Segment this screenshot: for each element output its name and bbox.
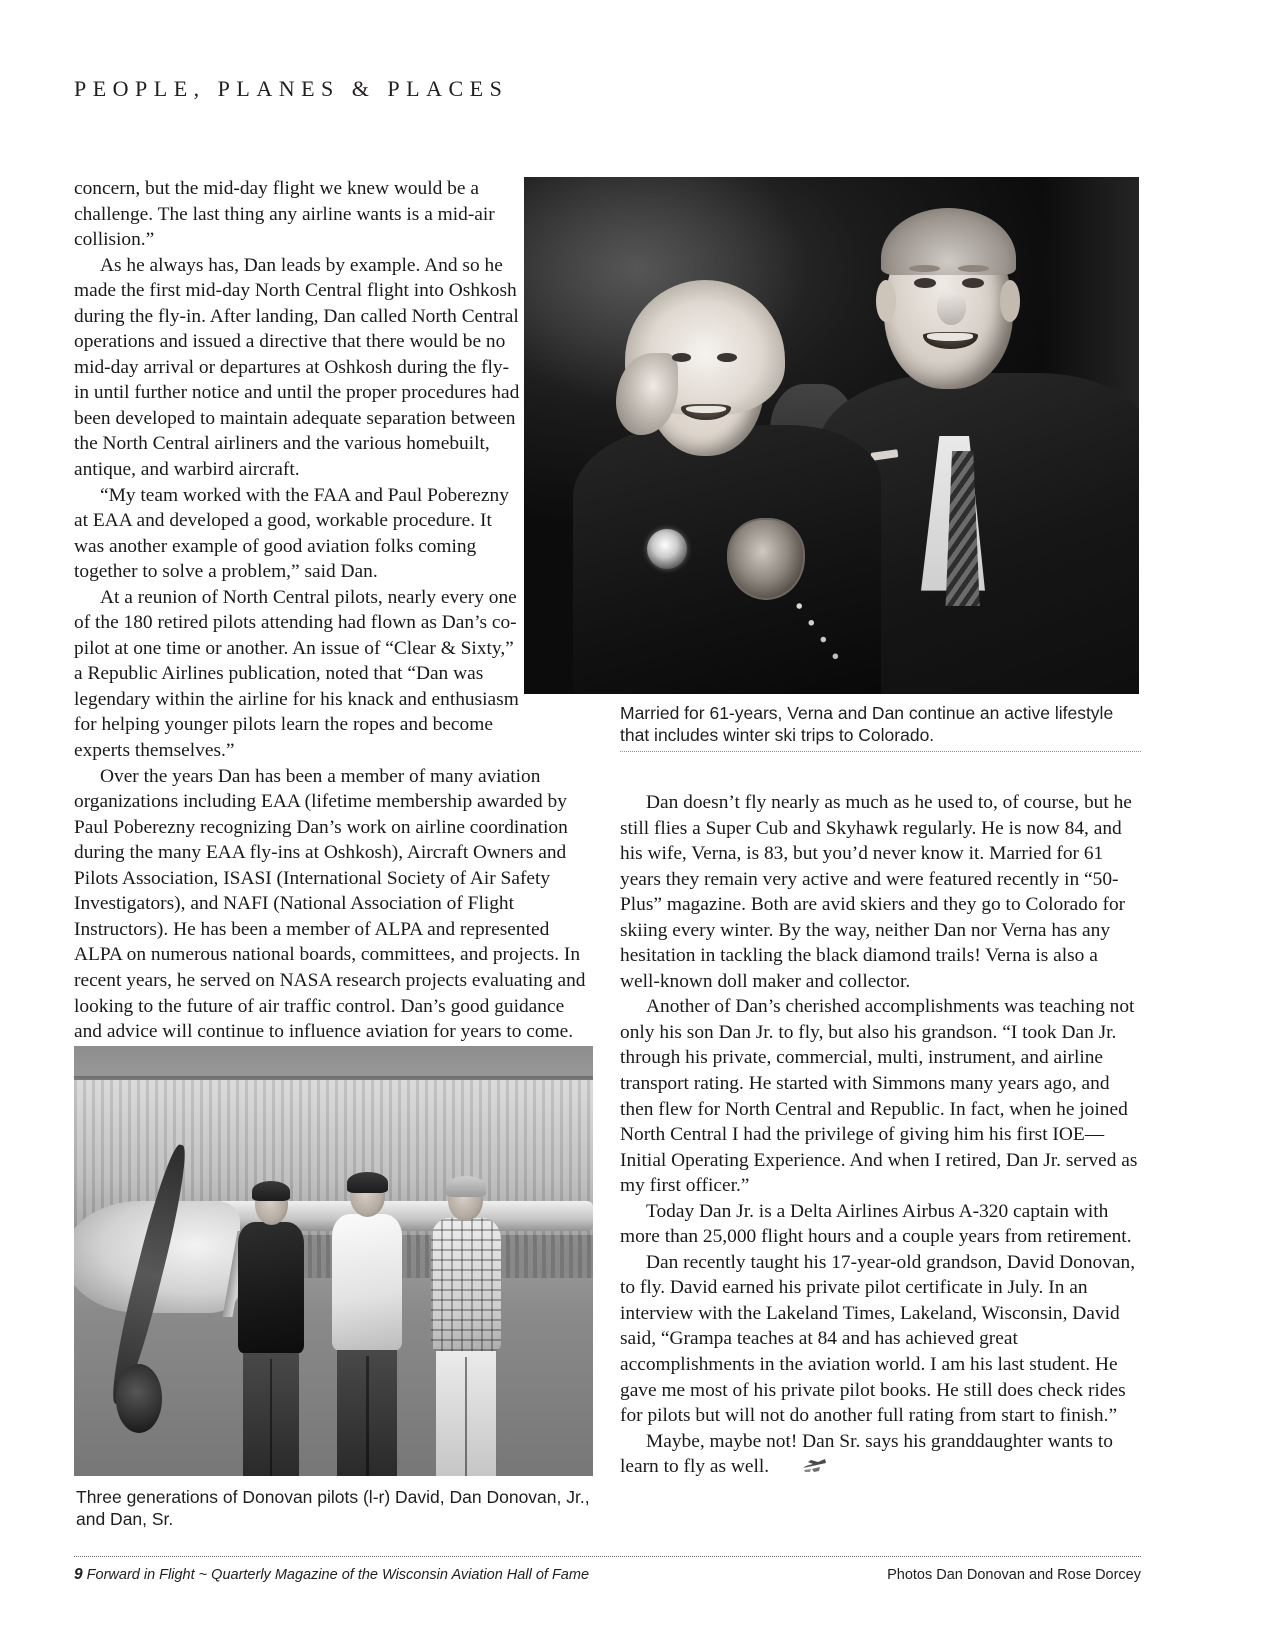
right-column [620,790,1140,1480]
photo-credits: Photos Dan Donovan and Rose Dorcey [887,1567,1141,1583]
left-column-narrow-run [74,176,522,764]
photo-three-pilots-image [74,1046,593,1476]
publication-title: Forward in Flight ~ Quarterly Magazine of the Wisconsin Aviation Hall of Fame [86,1567,590,1583]
woman-eye-left [672,353,692,362]
figure-leg-gap [270,1359,272,1476]
airplane-endmark-icon [776,1457,802,1475]
page-footer [74,1566,1141,1584]
woman-eye-right [717,353,737,362]
man-eye-right [962,278,984,288]
figure-leg-gap [465,1357,467,1476]
final-paragraph-text: Maybe, maybe not! Dan Sr. says his granddaughter wants to learn to fly as well. [620,1430,1113,1478]
paragraph: As he always has, Dan leads by example. And so he made the first mid-day North Central flight into Oshkosh during the fly-in. After landing, Dan called North Central operations and issued a directive that there would be no mid-day arrival or departures at Oshkosh during the fly-in until further notice and until the proper procedures had been developed to maintain adequate separation between the North Central airliners and the various homebuilt, antique, and warbird aircraft. [74,254,520,481]
photo-couple-caption: Married for 61-years, Verna and Dan continue an active lifestyle that includes winter ski trips to Colorado. [620,703,1114,745]
pilot-dan-sr [422,1179,510,1476]
photo-couple [524,177,1139,694]
man-eyebrow-left [909,265,940,272]
woman-medallion [727,518,805,600]
photo-couple-image [524,177,1139,694]
paragraph: Dan doesn’t fly nearly as much as he used to, of course, but he still flies a Super Cub and Skyhawk regularly. He is now 84, and his wife, Verna, is 83, but you’d never know it. Married for 61 years they remain very active and were featured recently in “50-Plus” magazine. Both are avid skiers and they go to Colorado for skiing every winter. By the way, neither Dan nor Verna has any hesitation in tackling the black diamond trails! Verna is also a well-known doll maker and collector. [620,792,1132,992]
running-head: PEOPLE, PLANES & PLACES [74,76,509,101]
woman-teeth [686,406,725,413]
figure-torso [332,1214,403,1349]
figure-cap [446,1176,487,1197]
figure-cap [347,1172,388,1193]
photo-three-pilots [74,1046,593,1476]
airplane-wheel [116,1364,163,1433]
paragraph: Today Dan Jr. is a Delta Airlines Airbus A-320 captain with more than 25,000 flight hours and a couple years from retirement. [620,1200,1132,1248]
woman-brooch [647,529,687,569]
man-ear-left [876,280,896,321]
figure-torso [238,1222,304,1354]
paragraph: concern, but the mid-day flight we knew would be a challenge. The last thing any airline wants is a mid-air collision.” [74,178,495,251]
paragraph: Dan recently taught his 17-year-old grandson, David Donovan, to fly. David earned his private pilot certificate in July. In an interview with the Lakeland Times, Lakeland, Wisconsin, David said, “Grampa teaches at 84 and has achieved great accomplishments in the aviation world. I am his last student. He gave me most of his private pilot books. He still does check rides for pilots but will not do another full rating from start to finish.” [620,1251,1136,1427]
photo-three-pilots-caption: Three generations of Donovan pilots (l-r) David, Dan Donovan, Jr., and Dan, Sr. [76,1487,590,1529]
left-column-wide-run [74,764,592,1045]
paragraph: Over the years Dan has been a member of many aviation organizations including EAA (lifetime membership awarded by Paul Poberezny recognizing Dan’s work on airline coordination during the many EAA fly-ins at Oshkosh), Aircraft Owners and Pilots Association, ISASI (International Society of Air Safety Investigators), and NAFI (National Association of Flight Instructors). He has been a member of ALPA and represented ALPA on numerous national boards, committees, and projects. In recent years, he served on NASA research projects evaluating and looking to the future of air traffic control. Dan’s good guidance and advice will continue to influence aviation for years to come. [74,765,586,1043]
figure-leg-gap [366,1356,368,1476]
footer-divider [74,1556,1141,1557]
man-nose [937,291,965,325]
man-eyebrow-right [958,265,989,272]
figure-cap [252,1181,290,1201]
final-paragraph [620,1429,1140,1480]
page-number: 9 [74,1566,83,1583]
man-ear-right [1000,280,1020,321]
paragraph: “My team worked with the FAA and Paul Poberezny at EAA and developed a good, workable procedure. It was another example of good aviation folks coming together to solve a problem,” said Dan. [74,484,509,583]
footer-publication-line [74,1566,589,1584]
man-eye-left [914,278,936,288]
left-column [74,176,592,1045]
pilot-david [230,1184,313,1476]
paragraph: At a reunion of North Central pilots, nearly every one of the 180 retired pilots attending had flown as Dan’s co-pilot at one time or another. An issue of “Clear & Sixty,” a Republic Airlines publication, noted that “Dan was legendary within the airline for his knack and enthusiasm for helping younger pilots learn the ropes and become experts themselves.” [74,586,519,762]
pilot-dan-jr [323,1175,411,1476]
man-teeth [927,333,973,341]
paragraph: Another of Dan’s cherished accomplishments was teaching not only his son Dan Jr. to fly, but also his grandson. “I took Dan Jr. through his private, commercial, multi, instrument, and airline transport rating. He started with Simmons many years ago, and then flew for North Central and Republic. In fact, when he joined North Central I had the privilege of giving him his first IOE—Initial Operating Experience. And when I retired, Dan Jr. served as my first officer.” [620,996,1138,1197]
caption-divider-top [620,751,1141,752]
figure-torso [431,1218,502,1352]
